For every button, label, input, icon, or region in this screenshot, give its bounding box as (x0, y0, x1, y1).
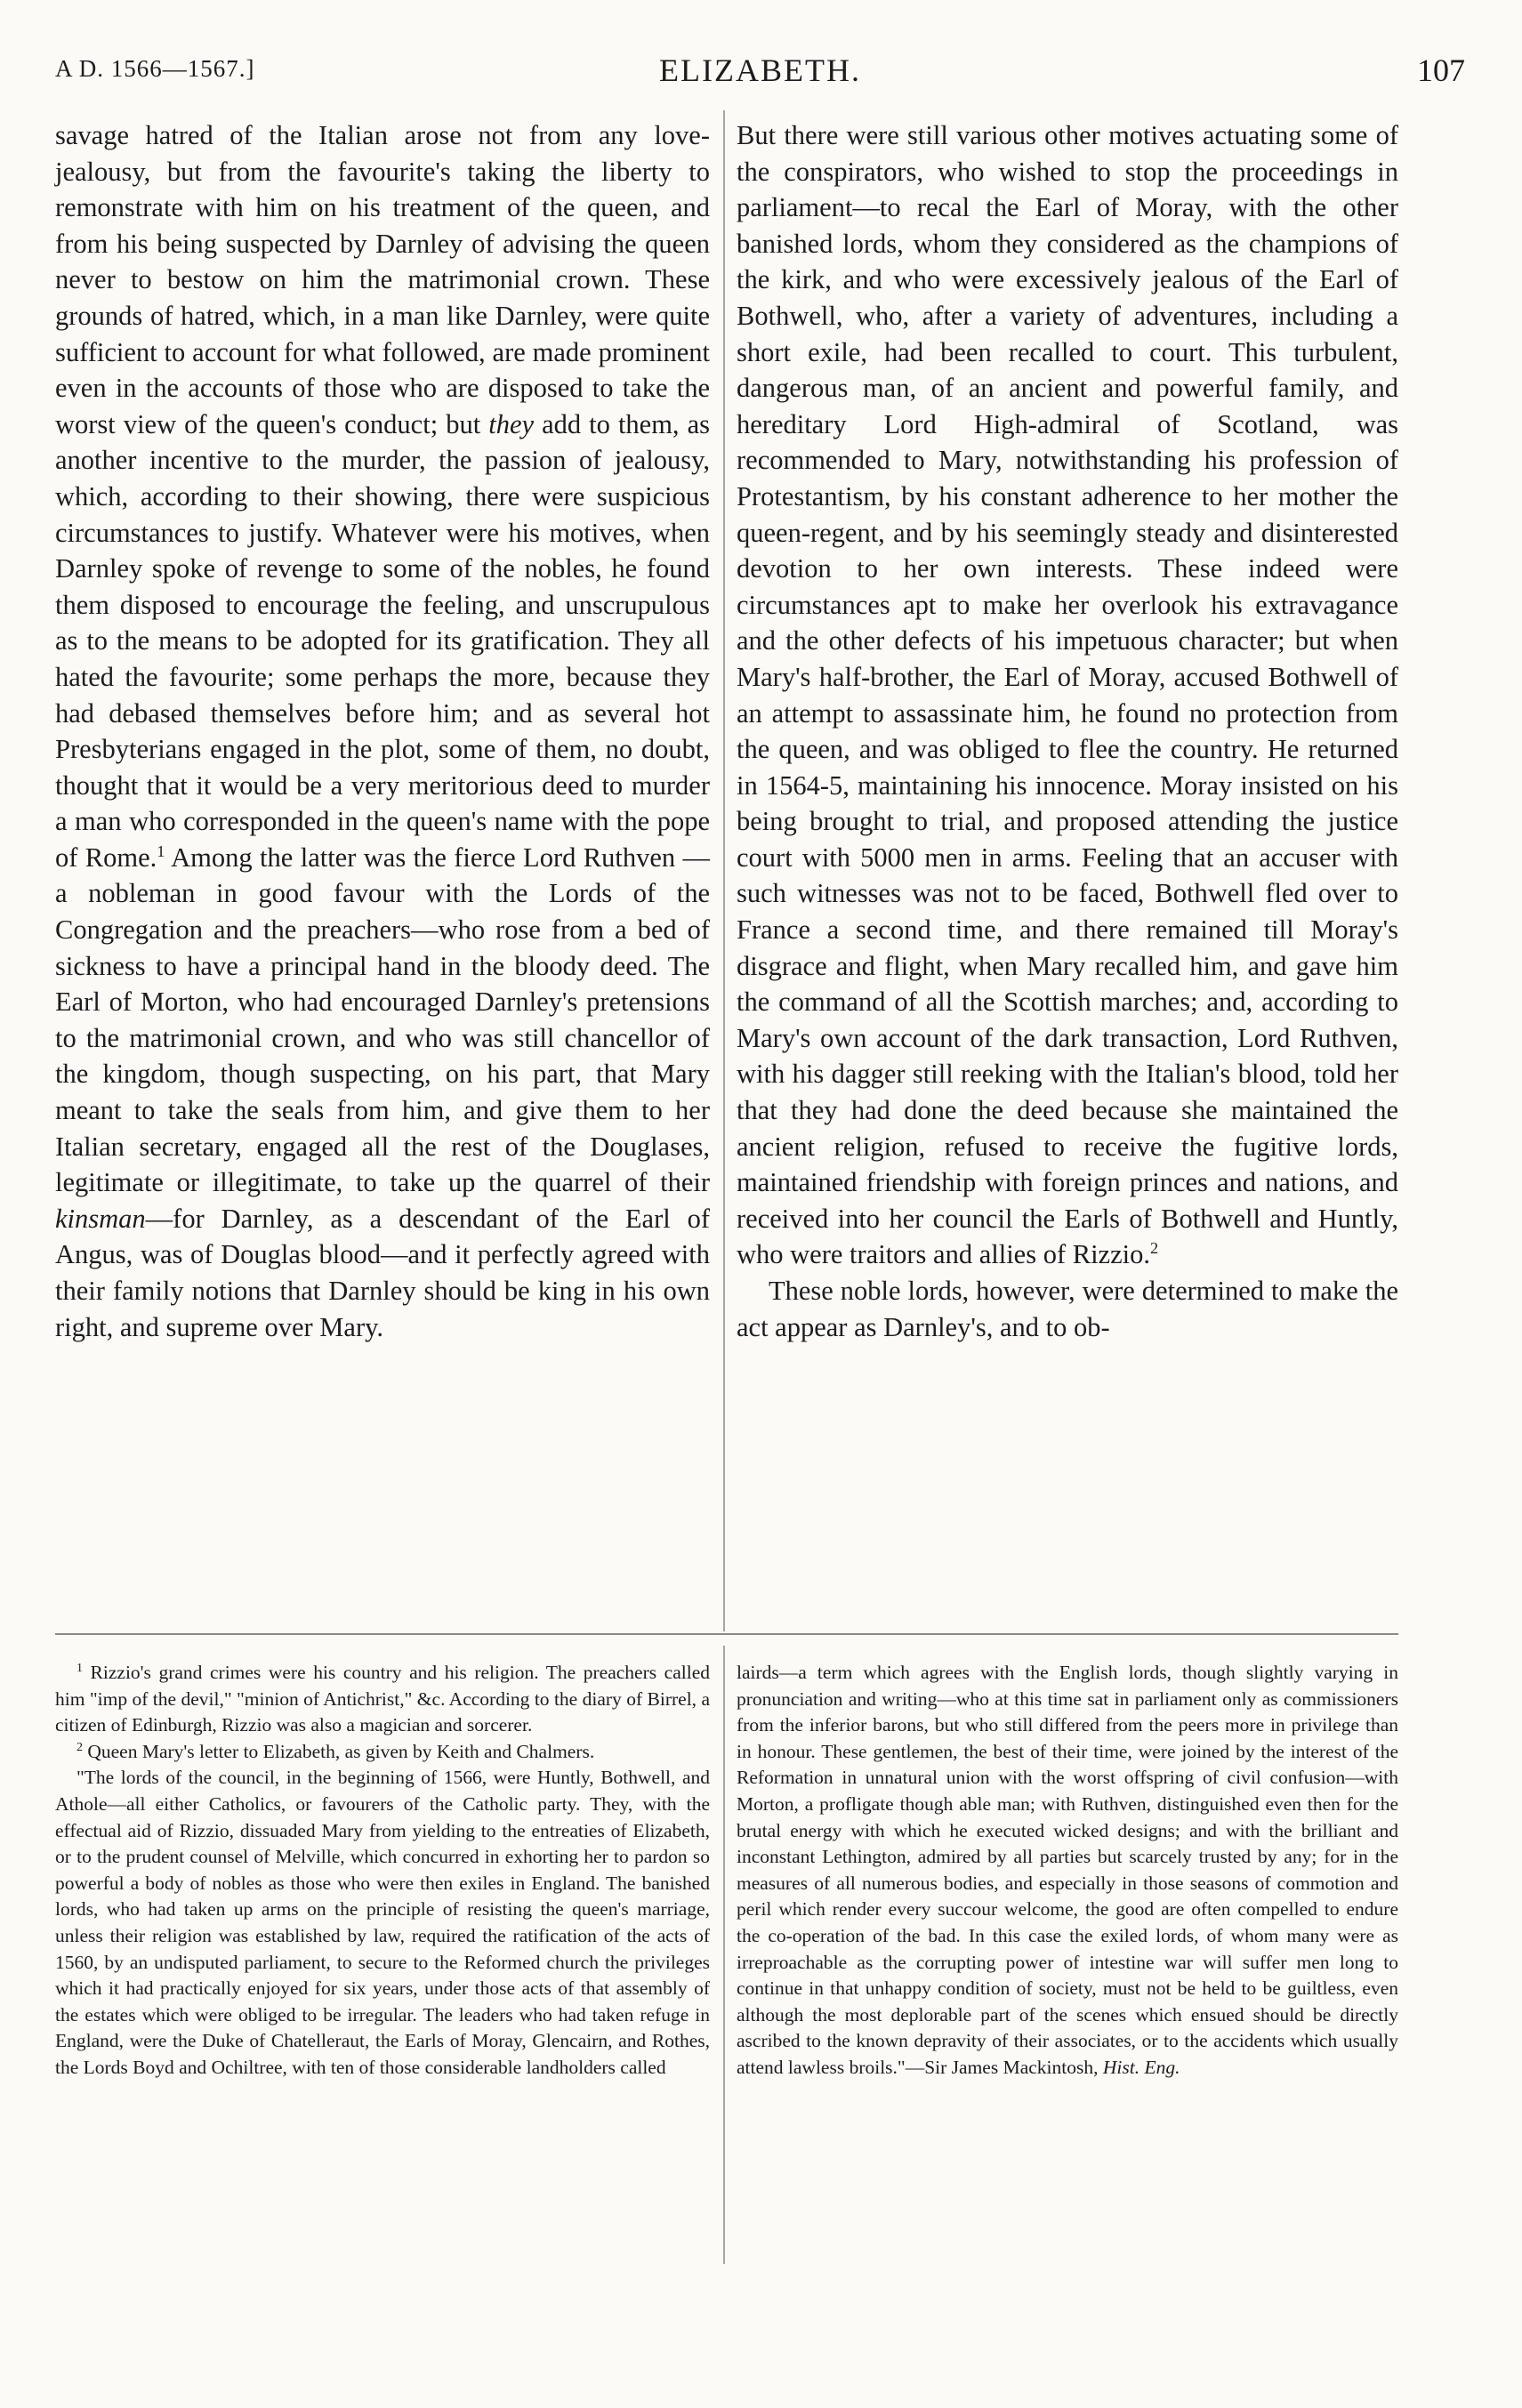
column-divider (723, 110, 725, 1631)
footnote-number: 2 (77, 1740, 83, 1754)
text-run: savage hatred of the Italian arose not from any love-jealousy, but from the favourite's taking the liberty to remonstrate with him on his treatment of the queen, and from his being suspected by Darnley of advising the queen never to bestow on him the matrimonial crown. These grounds of hatred, which, in a man like Darnley, were quite sufficient to account for what followed, are made prominent even in the accounts of those who are disposed to take the worst view of the queen's conduct; but (55, 120, 710, 439)
running-header (55, 52, 1465, 96)
italic-run: they (488, 408, 535, 439)
footnotes-left (55, 1660, 710, 2082)
footnote-text: lairds—a term which agrees with the English lords, though slightly varying in pronunciation and writing—who at this time sat in parliament only as commissioners from the inferior barons, but who still differed from the peers more in privilege than in honour. These gentlemen, the best of their time, were joined by the interest of the Reformation in unnatural union with the worst offspring of civil confusion—with Morton, a profligate though able man; with Ruthven, distinguished even then for the brutal energy with which he executed wicked designs; and with the brilliant and inconstant Lethington, admired by all parties but scarcely trusted by any; for in the measures of all numerous bodies, and especially in those seasons of commotion and peril which render every succour welcome, the good are often compelled to endure the co-operation of the bad. In this case the exiled lords, of whom many were as irreproachable as the corrupting power of intestine war will suffer men long to continue in that unhappy condition of society, must not be held to be guiltless, even although the most deplorable part of the scenes which ensued should be directly ascribed to the known depravity of their associates, or to the accidents which usually attend lawless broils."—Sir James Mackintosh, (737, 1662, 1398, 2078)
page-number: 107 (1417, 52, 1465, 88)
right-column (737, 117, 1398, 1345)
footnote-1 (55, 1660, 710, 1739)
footnotes-right (737, 1660, 1398, 2082)
italic-run: kinsman (55, 1203, 146, 1234)
header-title: ELIZABETH. (659, 52, 861, 88)
footnote-text: Rizzio's grand crimes were his country and his religion. The preachers called him "imp of the devil," "minion of Antichrist," &c. According to the diary of Birrel, a citizen of Edinburgh, Rizzio was also a magician and sorcerer. (55, 1662, 710, 1736)
citation-title: Hist. Eng. (1102, 2056, 1180, 2078)
text-run: add to them, as another incentive to the murder, the passion of jealousy, which, according to their showing, there were suspicious circumstances to justify. Whatever were his motives, when Darnley spoke of revenge to some of the nobles, he found them disposed to encourage the feeling, and unscrupulous as to the means to be adopted for its gratification. They all hated the favourite; some perhaps the more, because they had debased themselves before him; and as several hot Presbyterians engaged in the plot, some of them, no doubt, thought that it would be a very meritorious deed to murder a man who corresponded in the queen's name with the pope of Rome. (55, 408, 711, 873)
text-run: Among the latter was the fierce Lord Ruthven —a nobleman in good favour with the Lords of the Congregation and the preachers—who rose from a bed of sickness to have a principal hand in the bloody deed. The Earl of Morton, who had encouraged Darnley's pretensions to the matrimonial crown, and who was still chancellor of the kingdom, though suspecting, on his part, that Mary meant to take the seals from him, and give them to her Italian secretary, engaged all the rest of the Douglases, legitimate or illegitimate, to take up the quarrel of their (55, 842, 711, 1198)
footnote-ref: 1 (157, 842, 165, 860)
text-run: But there were still various other motives actuating some of the conspirators, who wished to stop the proceedings in parliament—to recal the Earl of Moray, with the other banished lords, whom they considered as the champions of the kirk, and who were excessively jealous of the Earl of Bothwell, who, after a variety of adventures, including a short exile, had been recalled to court. This turbulent, dangerous man, of an ancient and powerful family, and hereditary Lord High-admiral of Scotland, was recommended to Mary, notwithstanding his profession of Protestantism, by his constant adherence to her mother the queen-regent, and by his seemingly steady and disinterested devotion to her own interests. These indeed were circumstances apt to make her overlook his extravagance and the other defects of his impetuous character; but when Mary's half-brother, the Earl of Moray, accused Bothwell of an attempt to assassinate him, he found no protection from the queen, and was obliged to flee the country. He returned in 1564-5, maintaining his innocence. Moray insisted on his being brought to trial, and proposed attending the justice court with 5000 men in arms. Feeling that an accuser with such witnesses was not to be faced, Bothwell fled over to France a second time, and there remained till Moray's disgrace and flight, when Mary recalled him, and gave him the command of all the Scottish marches; and, according to Mary's own account of the dark transaction, Lord Ruthven, with his dagger still reeking with the Italian's blood, told her that they had done the deed because she maintained the ancient religion, refused to receive the fugitive lords, maintained friendship with foreign princes and nations, and received into her council the Earls of Bothwell and Huntly, who were traitors and allies of Rizzio. (737, 120, 1398, 1270)
footnote-text: Queen Mary's letter to Elizabeth, as given by Keith and Chalmers. (82, 1740, 595, 1762)
footnote-separator (55, 1633, 1398, 1635)
footnote-2-continuation (737, 1660, 1398, 2082)
right-paragraph-2: These noble lords, however, were determined to make the act appear as Darnley's, and to ob- (737, 1276, 1398, 1342)
footnote-column-divider (723, 1646, 725, 2264)
left-paragraph (55, 117, 710, 1345)
text-run: —for Darnley, as a descendant of the Earl of Angus, was of Douglas blood—and it perfectly agreed with their family notions that Darnley should be king in his own right, and supreme over Mary. (55, 1203, 710, 1342)
footnote-2-quote: "The lords of the council, in the beginning of 1566, were Huntly, Bothwell, and Athole—all either Catholics, or favourers of the Catholic party. They, with the effectual aid of Rizzio, dissuaded Mary from yielding to the entreaties of Elizabeth, or to the prudent counsel of Melville, which concurred in exhorting her to pardon so powerful a body of nobles as those who were then exiles in England. The banished lords, who had taken up arms on the principle of resisting the queen's marriage, unless their religion was established by law, required the ratification of the acts of 1560, by an undisputed parliament, to secure to the Reformed church the privileges which it had practically enjoyed for six years, under those acts of that assembly of the estates which were obliged to be irregular. The leaders who had taken refuge in England, were the Duke of Chatelleraut, the Earls of Moray, Glencairn, and Rothes, the Lords Boyd and Ochiltree, with ten of those considerable landholders called (55, 1767, 710, 2078)
footnote-number: 1 (77, 1661, 83, 1675)
footnote-ref: 2 (1149, 1239, 1159, 1258)
left-column (55, 117, 710, 1345)
right-paragraph-1 (737, 117, 1398, 1273)
footnote-2 (55, 1739, 710, 1766)
header-date-range: A D. 1566—1567.] (55, 55, 255, 82)
